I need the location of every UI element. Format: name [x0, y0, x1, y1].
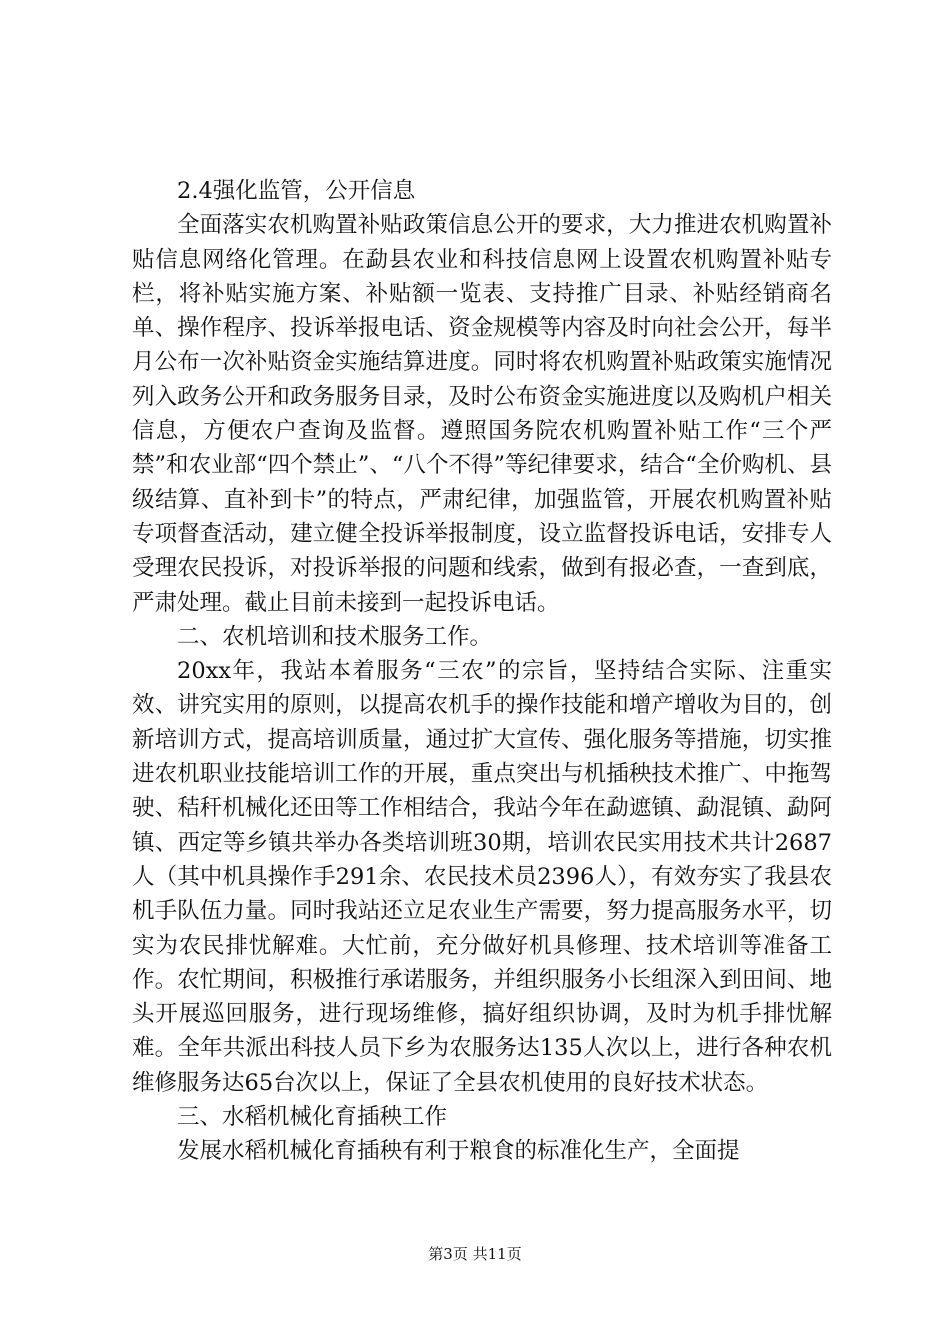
document-body — [132, 174, 832, 1169]
section-heading-training: 二、农机培训和技术服务工作。 — [177, 623, 493, 650]
section-heading-2-4: 2.4强化监管，公开信息 — [177, 178, 416, 204]
section-heading-rice-transplanting: 三、水稻机械化育插秧工作 — [177, 1104, 448, 1131]
page-footer: 第3页 共11页 — [428, 1245, 522, 1263]
body-paragraph-supervision: 全面落实农机购置补贴政策信息公开的要求，大力推进农机购置补贴信息网络化管理。在勐县农业和科技信息网上设置农机购置补贴专栏，将补贴实施方案、补贴额一览表、支持推广目录、补贴经销商名单、操作程序、投诉举报电话、资金规模等内容及时向社会公开，每半月公布一次补贴资金实施结算进度。同时将农机购置补贴政策实施情况列入政务公开和政务服务目录，及时公布资金实施进度以及购机户相关信息，方便农户查询及监督。遵照国务院农机购置补贴工作“三个严禁”和农业部“四个禁止”、“八个不得”等纪律要求，结合“全价购机、县级结算、直补到卡”的特点，严肃纪律，加强监管，开展农机购置补贴专项督查活动，建立健全投诉举报制度，设立监督投诉电话，安排专人受理农民投诉，对投诉举报的问题和线索，做到有报必查，一查到底，严肃处理。截止目前未接到一起投诉电话。 — [132, 212, 832, 616]
body-paragraph-training: 20xx年，我站本着服务“三农”的宗旨，坚持结合实际、注重实效、讲究实用的原则，以提高农机手的操作技能和增产增收为目的，创新培训方式，提高培训质量，通过扩大宣传、强化服务等措施，切实推进农机职业技能培训工作的开展，重点突出与机插秧技术推广、中拖驾驶、秸秆机械化还田等工作相结合，我站今年在勐遮镇、勐混镇、勐阿镇、西定等乡镇共举办各类培训班30期，培训农民实用技术共计2687人（其中机具操作手291余、农民技术员2396人），有效夯实了我县农机手队伍力量。同时我站还立足农业生产需要，努力提高服务水平，切实为农民排忧解难。大忙前，充分做好机具修理、技术培训等准备工作。农忙期间，积极推行承诺服务，并组织服务小长组深入到田间、地头开展巡回服务，进行现场维修，搞好组织协调，及时为机手排忧解难。全年共派出科技人员下乡为农服务达135人次以上，进行各种农机维修服务达65台次以上，保证了全县农机使用的良好技术状态。 — [132, 658, 832, 1096]
body-paragraph-rice-transplanting: 发展水稻机械化育插秧有利于粮食的标准化生产，全面提 — [177, 1138, 740, 1165]
